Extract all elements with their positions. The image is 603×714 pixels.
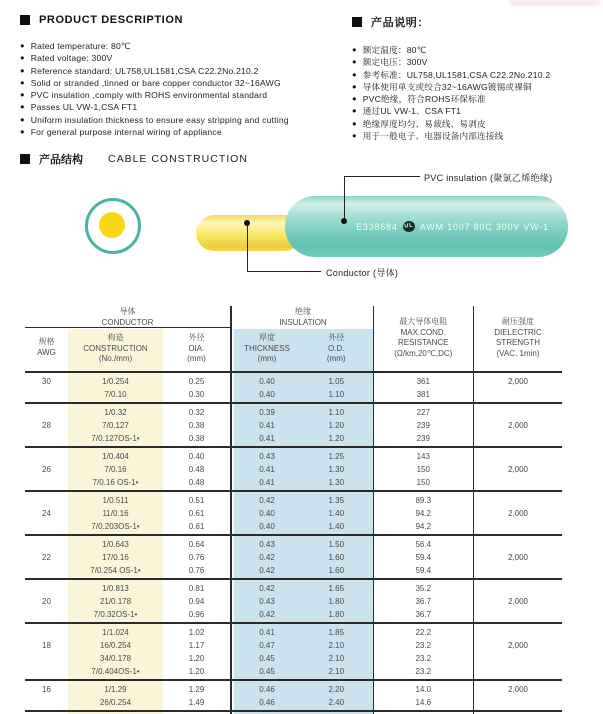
cell-resistance: 361 381: [416, 376, 430, 399]
product-notes-cn-heading: [352, 14, 600, 30]
square-bullet-icon: [352, 17, 362, 27]
notes-item-text: 额定温度：80℃: [362, 45, 427, 55]
table-row: [25, 681, 562, 712]
pvc-leader-line: [344, 176, 345, 220]
cable-construction-heading: [20, 151, 248, 167]
table-row: [25, 404, 562, 448]
cable-spec-text: AWM 1007 80C 300V VW-1: [419, 221, 549, 232]
product-notes-cn-section: [352, 14, 600, 142]
section-title: PRODUCT DESCRIPTION: [39, 14, 184, 26]
description-item-text: Solid or stranded ,tinned or bare copper conductor 32~16AWG: [30, 77, 281, 88]
description-item-text: Uniform insulation thickness to ensure easy stripping and cutting: [30, 114, 289, 125]
notes-item: [352, 130, 600, 142]
cell-construction: 1/0.813 21/0.178 7/0.32OS-1•: [93, 583, 138, 619]
cell-od: 1.85 2.10 2.10 2.10: [328, 627, 345, 676]
pvc-leader-dot: [341, 218, 347, 224]
cell-od: 1.05 1.10: [328, 376, 345, 399]
bullet-icon: ●: [352, 118, 357, 128]
bullet-icon: ●: [20, 90, 25, 100]
cell-dia: 0.25 0.30: [188, 376, 205, 399]
col-header-resistance: 最大导体电阻 MAX.COND. RESISTANCE (Ω/km,20℃,DC): [394, 317, 453, 358]
bullet-icon: ●: [20, 65, 25, 75]
cell-od: 1.50 1.60 1.60: [328, 539, 345, 575]
bullet-icon: ●: [20, 41, 25, 50]
cell-od: 1.25 1.30 1.30: [328, 451, 345, 487]
description-item: [20, 40, 350, 52]
notes-item-text: 额定电压：300V: [362, 57, 428, 68]
cell-thickness: 0.39 0.41 0.41: [259, 407, 275, 443]
cell-thickness: 0.46 0.46: [259, 684, 275, 707]
description-item: [20, 126, 350, 138]
col-header-construction: 构造 CONSTRUCTION (No./mm): [83, 333, 148, 363]
cell-dia: 1.02 1.17 1.20 1.20: [188, 627, 205, 676]
table-row: [25, 373, 562, 404]
cell-thickness: 0.41 0.47 0.45 0.45: [259, 627, 275, 676]
cell-construction: 1/0.32 7/0.127 7/0.127OS-1•: [91, 407, 140, 443]
notes-item: [352, 56, 600, 68]
cell-strength: 2,000: [507, 464, 529, 474]
conductor-leader-line: [247, 271, 321, 272]
conductor-leader-line: [247, 225, 248, 271]
cell-dia: 0.51 0.61 0.61: [188, 495, 205, 531]
table-body: [25, 373, 562, 712]
notes-item: [352, 93, 600, 105]
cell-awg: 24: [42, 508, 51, 518]
bullet-icon: ●: [20, 53, 25, 63]
description-item: [20, 77, 350, 89]
square-bullet-icon: [20, 154, 30, 164]
notes-item-text: 参考标准：UL758,UL1581,CSA C22.2No.210.2: [362, 69, 551, 80]
table-divider: [230, 306, 232, 714]
notes-item: [352, 118, 600, 130]
bullet-icon: ●: [352, 45, 357, 54]
notes-item-text: 用于一般电子、电器设备内部连接线: [362, 131, 504, 142]
product-description-section: [20, 14, 350, 138]
notes-item-text: PVC绝缘，符合ROHS环保标准: [362, 94, 486, 105]
cell-awg: 18: [42, 640, 51, 650]
cell-construction: 1/1.024 16/0.254 34/0.178 7/0.404OS-1•: [91, 627, 140, 676]
cable-print-text: [345, 196, 560, 257]
table-header: [25, 306, 562, 373]
description-item-text: Rated voltage: 300V: [30, 53, 113, 64]
description-item-text: Rated temperature: 80℃: [30, 41, 131, 51]
cell-resistance: 89.3 94.2 94.2: [415, 495, 432, 531]
description-item: [20, 89, 350, 101]
cell-awg: 30: [42, 376, 51, 386]
table-row: [25, 580, 562, 624]
cell-dia: 0.40 0.48 0.48: [188, 451, 205, 487]
conductor-core-circle: [99, 212, 125, 238]
col-header-od: 外径 O.D. (mm): [326, 333, 346, 363]
col-header-strength: 耐压强度 DIELECTRIC STRENGTH (VAC, 1min): [494, 317, 542, 358]
cell-resistance: 227 239 239: [416, 407, 430, 443]
description-item: [20, 52, 350, 64]
bullet-icon: ●: [20, 77, 25, 87]
bullet-icon: ●: [352, 106, 357, 116]
notes-item: [352, 105, 600, 117]
notes-item: [352, 69, 600, 81]
table-divider: [373, 306, 375, 714]
cell-construction: 1/1.29 26/0.254: [99, 684, 132, 707]
cell-strength: 2,000: [507, 552, 529, 562]
cell-strength: 2,000: [507, 596, 529, 606]
table-row: [25, 448, 562, 492]
cell-construction: 1/0.643 17/0.16 7/0.254 OS-1•: [90, 539, 141, 575]
description-item-text: Reference standard: UL758,UL1581,CSA C22.2No.210.2: [30, 65, 259, 76]
description-item-text: PVC insulation ,comply with ROHS environmental standard: [30, 90, 268, 101]
cell-od: 2.20 2.40: [328, 684, 345, 707]
description-item: [20, 101, 350, 113]
cell-strength: 2,000: [507, 684, 529, 694]
cell-thickness: 0.42 0.43 0.42: [259, 583, 275, 619]
cell-awg: 22: [42, 552, 51, 562]
notes-item-text: 通过UL VW-1、CSA FT1: [362, 106, 462, 117]
col-header-thickness: 厚度 THICKNESS (mm): [244, 333, 290, 363]
description-item-text: Passes UL VW-1,CSA FT1: [30, 102, 138, 113]
cell-strength: 2,000: [507, 640, 529, 650]
cell-dia: 1.29 1.49: [188, 684, 205, 707]
cell-dia: 0.32 0.38 0.38: [188, 407, 205, 443]
description-item-text: For general purpose internal wiring of appliance: [30, 127, 222, 138]
cell-construction: 1/0.511 11/0.16 7/0.203OS-1•: [91, 495, 140, 531]
cell-od: 1.65 1.80 1.80: [328, 583, 345, 619]
ul-logo-icon: UL: [402, 220, 415, 233]
cell-construction: 1/0.254 7/0.10: [102, 376, 129, 399]
table-row: [25, 536, 562, 580]
cable-cross-section: [85, 198, 141, 254]
cell-od: 1.35 1.40 1.40: [328, 495, 345, 531]
cell-resistance: 143 150 150: [416, 451, 430, 487]
bullet-icon: ●: [20, 102, 25, 112]
bullet-icon: ●: [20, 114, 25, 124]
product-notes-cn-list: [352, 44, 600, 142]
cell-resistance: 14.0 14.6: [415, 684, 432, 707]
cell-od: 1.10 1.20 1.20: [328, 407, 345, 443]
cell-dia: 0.64 0.76 0.76: [188, 539, 205, 575]
cell-thickness: 0.42 0.40 0.40: [259, 495, 275, 531]
description-item: [20, 114, 350, 126]
cable-cert-number: E338684: [356, 221, 398, 232]
cutoff-logo-smudge: [509, 0, 601, 6]
table-row: [25, 492, 562, 536]
cell-awg: 26: [42, 464, 51, 474]
section-title: 产品说明：: [371, 17, 429, 29]
square-bullet-icon: [20, 15, 30, 25]
table-divider: [473, 306, 475, 714]
bullet-icon: ●: [352, 81, 357, 91]
cell-resistance: 35.2 36.7 36.7: [415, 583, 432, 619]
cell-awg: 28: [42, 420, 51, 430]
cell-thickness: 0.43 0.41 0.41: [259, 451, 275, 487]
col-header-dia: 外径 DIA. (mm): [187, 333, 206, 363]
cell-awg: 20: [42, 596, 51, 606]
specification-table: [25, 306, 562, 714]
notes-item-text: 导体使用单支或绞合32~16AWG镀锡或裸铜: [362, 81, 532, 92]
cell-strength: 2,000: [507, 376, 529, 386]
cell-strength: 2,000: [507, 420, 529, 430]
conductor-label: Conductor (导体): [326, 268, 399, 278]
product-description-heading: [20, 14, 350, 26]
bullet-icon: ●: [352, 69, 357, 79]
bullet-icon: ●: [352, 57, 357, 67]
cell-resistance: 22.2 23.2 23.2 23.2: [415, 627, 432, 676]
cell-resistance: 56.4 59.4 59.4: [415, 539, 432, 575]
notes-item-text: 绝缘厚度均匀、易裁线、易剥皮: [362, 118, 486, 129]
bullet-icon: ●: [352, 131, 357, 141]
pvc-leader-line: [344, 176, 420, 177]
cell-construction: 1/0.404 7/0.16 7/0.16 OS-1•: [92, 451, 139, 487]
insulation-group-header: 绝缘 INSULATION: [279, 307, 327, 327]
bullet-icon: ●: [20, 127, 25, 137]
notes-item: [352, 81, 600, 93]
col-header-awg: 规格 AWG: [37, 337, 56, 357]
cell-awg: 16: [42, 684, 51, 694]
description-item: [20, 65, 350, 77]
section-title-cn: 产品结构: [39, 154, 83, 166]
conductor-group-header: 导体 CONDUCTOR: [25, 306, 230, 328]
cell-thickness: 0.40 0.40: [259, 376, 275, 399]
bullet-icon: ●: [352, 94, 357, 104]
pvc-insulation-label: PVC insulation (聚氯乙烯绝缘): [424, 173, 553, 183]
cell-dia: 0.81 0.94 0.96: [188, 583, 205, 619]
cell-strength: 2,000: [507, 508, 529, 518]
cell-thickness: 0.43 0.42 0.42: [259, 539, 275, 575]
notes-item: [352, 44, 600, 56]
table-row: [25, 624, 562, 681]
section-title-en: CABLE CONSTRUCTION: [108, 153, 248, 165]
product-description-list: [20, 40, 350, 138]
